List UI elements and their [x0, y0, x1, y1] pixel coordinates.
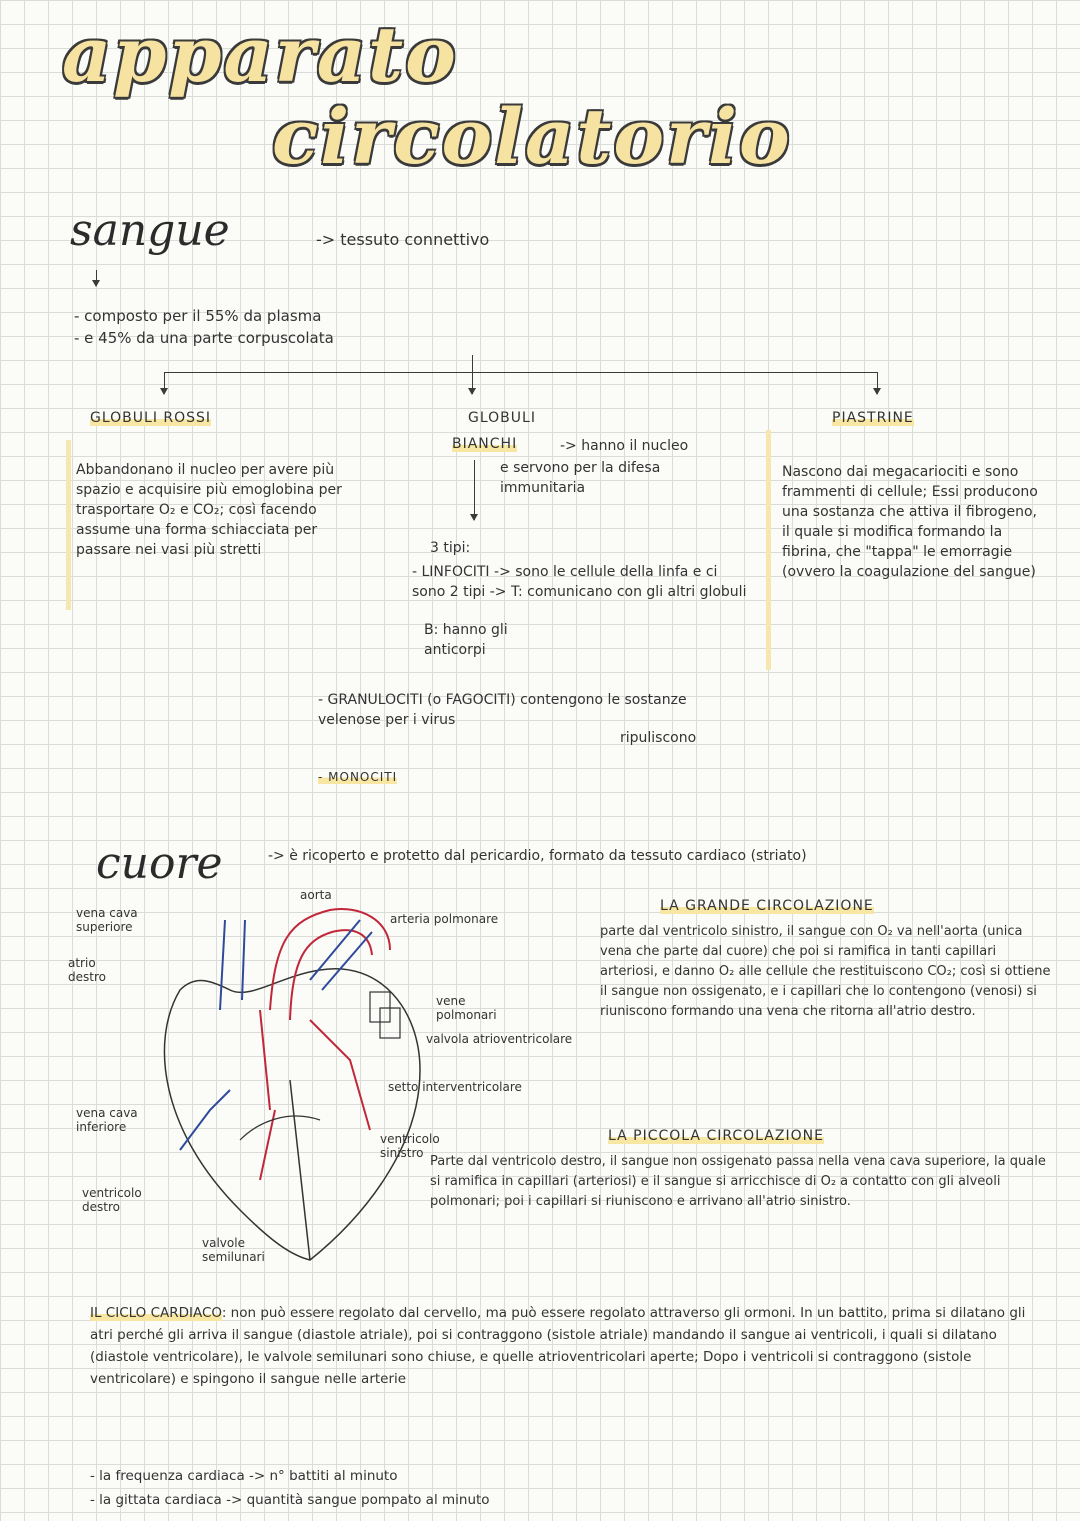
grande-circolazione-heading: LA GRANDE CIRCOLAZIONE [660, 898, 874, 914]
label-setto-interventricolare: setto interventricolare [388, 1080, 522, 1094]
down-arrow-icon [877, 372, 878, 394]
piastrine-text: Nascono dai megacariociti e sono frammenti di cellule; Essi producono una sostanza che attiva il fibrogeno, il quale si modifica formando la fibrina, che "tappa" le emorragie (ovvero la coagulazione del sangue) [782, 464, 1038, 580]
granulociti-note: ripuliscono [620, 730, 697, 746]
down-arrow-icon [96, 270, 97, 286]
down-arrow-icon [164, 372, 165, 394]
globuli-bianchi-heading-1: GLOBULI [468, 410, 536, 426]
globuli-bianchi-heading-2: BIANCHI [452, 436, 518, 452]
highlight-bar [766, 430, 771, 670]
label-ventricolo-destro: ventricolo destro [82, 1186, 142, 1214]
ciclo-cardiaco-heading: IL CICLO CARDIACO [90, 1305, 222, 1321]
cuore-definition: -> è ricoperto e protetto dal pericardio, formato da tessuto cardiaco (striato) [268, 848, 807, 864]
globuli-rossi-heading: GLOBULI ROSSI [90, 410, 212, 426]
sangue-heading: sangue [70, 205, 230, 256]
label-vene-polmonari: vene polmonari [436, 994, 497, 1022]
title-line1: apparato [62, 10, 458, 99]
cuore-heading: cuore [96, 838, 223, 889]
label-atrio-destro: atrio destro [68, 956, 106, 984]
tree-connector-line [164, 372, 878, 373]
highlight-bar [66, 440, 71, 610]
label-ventricolo-sinistro: ventricolo sinistro [380, 1132, 440, 1160]
globuli-rossi-text: Abbandonano il nucleo per avere più spazio e acquisire più emoglobina per trasportare O₂ e CO₂; così facendo assume una forma schiacciata per passare nei vasi più stretti [76, 462, 342, 558]
label-valvola-atrioventricolare: valvola atrioventricolare [426, 1032, 573, 1046]
label-valvole-semilunari: valvole semilunari [202, 1236, 265, 1264]
grande-circolazione-text: parte dal ventricolo sinistro, il sangue con O₂ va nell'aorta (unica vena che parte dal cuore) che poi si ramifica in tanti capillari arteriosi, e danno O₂ alle cellule che restituiscono CO₂; così si ottiene il sangue non ossigenato, e i capillari che lo contengono (venosi) si riuniscono formando una vena che ritorna all'atrio destro. [600, 924, 1051, 1019]
label-aorta: aorta [300, 888, 332, 902]
piccola-circolazione-text: Parte dal ventricolo destro, il sangue non ossigenato passa nella vena cava superiore, la quale si ramifica in capillari (arteriosi) e il sangue si arricchisce di O₂ a contatto con gli alveoli polmonari; poi i capillari si riuniscono e arrivano all'atrio sinistro. [430, 1154, 1046, 1209]
monociti-text: - MONOCITI [318, 770, 398, 784]
sangue-definition: -> tessuto connettivo [316, 230, 490, 249]
composition-line-2: - e 45% da una parte corpuscolata [74, 329, 334, 347]
ciclo-cardiaco-text: : non può essere regolato dal cervello, ma può essere regolato attraverso gli ormoni. In un battito, prima si dilatano gli atri perché gli arriva il sangue (diastole atriale), poi si contraggono (sistole atriale) mandando il sangue ai ventricoli, i quali si dilatano (diastole ventricolare), le valvole semilunari sono chiuse, e quelle atrioventricolari aperte; Dopo i ventricoli si contraggono (sistole ventricolare) e spingono il sangue nelle arterie [90, 1305, 1026, 1387]
label-vena-cava-superiore: vena cava superiore [76, 906, 138, 934]
globuli-bianchi-desc-2: e servono per la difesa immunitaria [500, 460, 661, 496]
linfociti-b-text: B: hanno gli anticorpi [424, 622, 508, 658]
definizione-gittata: - la gittata cardiaca -> quantità sangue pompato al minuto [90, 1492, 490, 1508]
label-vena-cava-inferiore: vena cava inferiore [76, 1106, 138, 1134]
tree-connector-stem [472, 355, 473, 372]
down-arrow-icon [474, 460, 475, 520]
composition-line-1: - composto per il 55% da plasma [74, 307, 322, 325]
definizione-frequenza: - la frequenza cardiaca -> n° battiti al minuto [90, 1468, 398, 1484]
granulociti-text: - GRANULOCITI (o FAGOCITI) contengono le sostanze velenose per i virus [318, 692, 687, 728]
linfociti-text: - LINFOCITI -> sono le cellule della linfa e ci sono 2 tipi -> T: comunicano con gli altri globuli [412, 564, 747, 600]
tipi-label: 3 tipi: [430, 540, 471, 556]
down-arrow-icon [472, 372, 473, 394]
piastrine-heading: PIASTRINE [832, 410, 914, 426]
ciclo-cardiaco-paragraph [90, 1302, 1050, 1390]
globuli-bianchi-desc-1: -> hanno il nucleo [560, 438, 689, 454]
label-arteria-polmonare: arteria polmonare [390, 912, 499, 926]
title-line2: circolatorio [272, 92, 792, 181]
piccola-circolazione-heading: LA PICCOLA CIRCOLAZIONE [608, 1128, 824, 1144]
